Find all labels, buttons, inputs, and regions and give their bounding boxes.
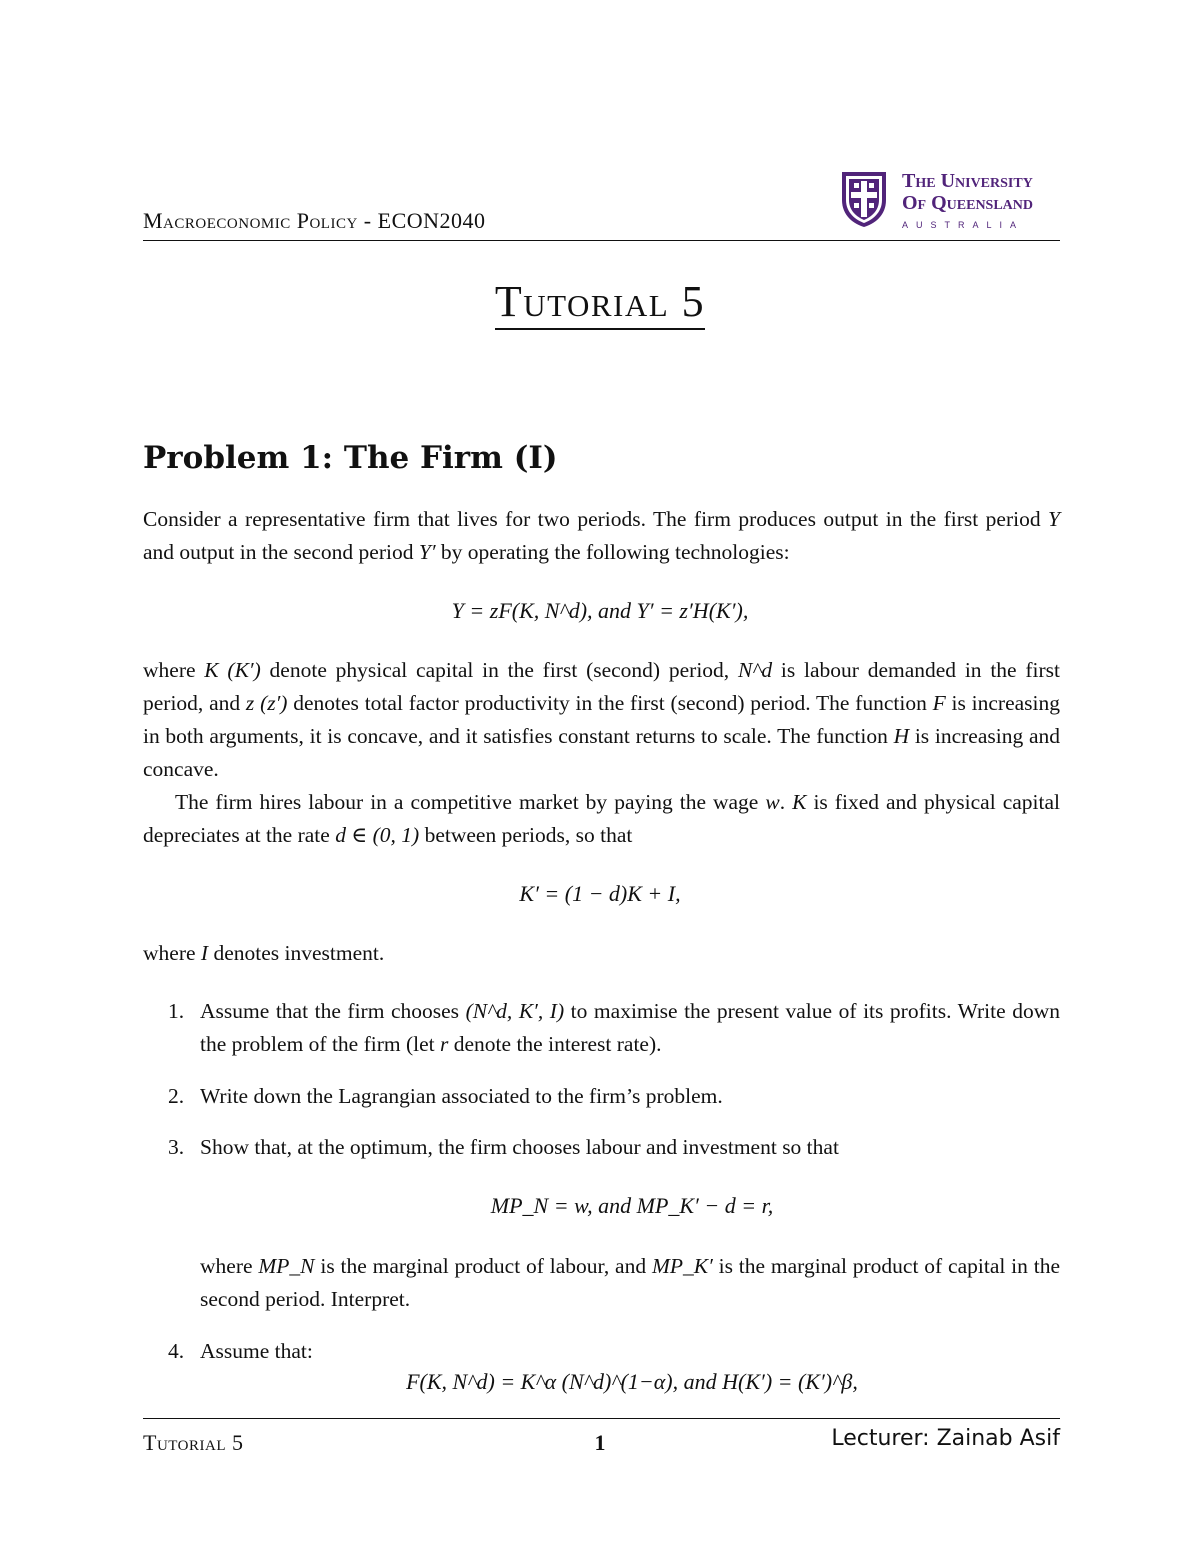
equation-functional-forms: F(K, N^d) = K^α (N^d)^(1−α), and H(K′) = (K′)^β, — [406, 1369, 858, 1394]
title-text: Tutorial 5 — [495, 277, 705, 330]
item-number: 2. — [168, 1084, 185, 1108]
item-text: Assume that the firm chooses (N^d, K′, I) to maximise the present value of its profits. Write down the problem of the firm (let r denote the interest rate). — [200, 999, 1060, 1056]
item-number: 1. — [168, 999, 185, 1023]
header-rule — [143, 240, 1060, 241]
hiring-paragraph: The firm hires labour in a competitive market by paying the wage w. K is fixed and physical capital depreciates at the rate d ∈ (0, 1) between periods, so that — [143, 790, 1061, 847]
item-text: Write down the Lagrangian associated to the firm’s problem. — [200, 1084, 723, 1108]
equation-capital-accumulation: K′ = (1 − d)K + I, — [519, 881, 681, 906]
equation-technologies: Y = zF(K, N^d), and Y′ = z′H(K′), — [451, 598, 749, 623]
item-number: 4. — [168, 1339, 185, 1363]
logo-line-2: Of Queensland — [902, 192, 1034, 214]
page-number: 1 — [594, 1430, 606, 1455]
crest-icon — [840, 170, 888, 228]
equation-optimality: MP_N = w, and MP_K′ − d = r, — [490, 1193, 774, 1218]
university-logo — [840, 170, 1062, 236]
footer-rule — [143, 1418, 1060, 1419]
page-title — [0, 276, 1200, 327]
item-3-where: where MP_N is the marginal product of labour, and MP_K′ is the marginal product of capital in the second period. Interpret. — [200, 1254, 1061, 1311]
item-text: Assume that: — [200, 1339, 313, 1363]
investment-sentence: where I denotes investment. — [143, 941, 385, 965]
definitions-paragraph: where K (K′) denote physical capital in the first (second) period, N^d is labour demanded in the first period, and z (z′) denotes total factor productivity in the first (second) period. The function F is increasing in both arguments, it is concave, and it satisfies constant returns to scale. The function H is increasing and concave. — [143, 658, 1061, 781]
problem-heading: Problem 1: The Firm (I) — [143, 440, 558, 476]
course-header: Macroeconomic Policy - ECON2040 — [143, 208, 486, 233]
intro-paragraph: Consider a representative firm that lives for two periods. The firm produces output in the first period Y and output in the second period Y′ by operating the following technologies: — [143, 507, 1060, 564]
lecturer-name: Lecturer: Zainab Asif — [831, 1426, 1060, 1451]
logo-line-1: The University — [902, 170, 1033, 192]
footer-title: Tutorial 5 — [143, 1430, 244, 1455]
logo-line-3: AUSTRALIA — [902, 220, 1025, 230]
item-text: Show that, at the optimum, the firm chooses labour and investment so that — [200, 1135, 839, 1159]
item-number: 3. — [168, 1135, 185, 1159]
